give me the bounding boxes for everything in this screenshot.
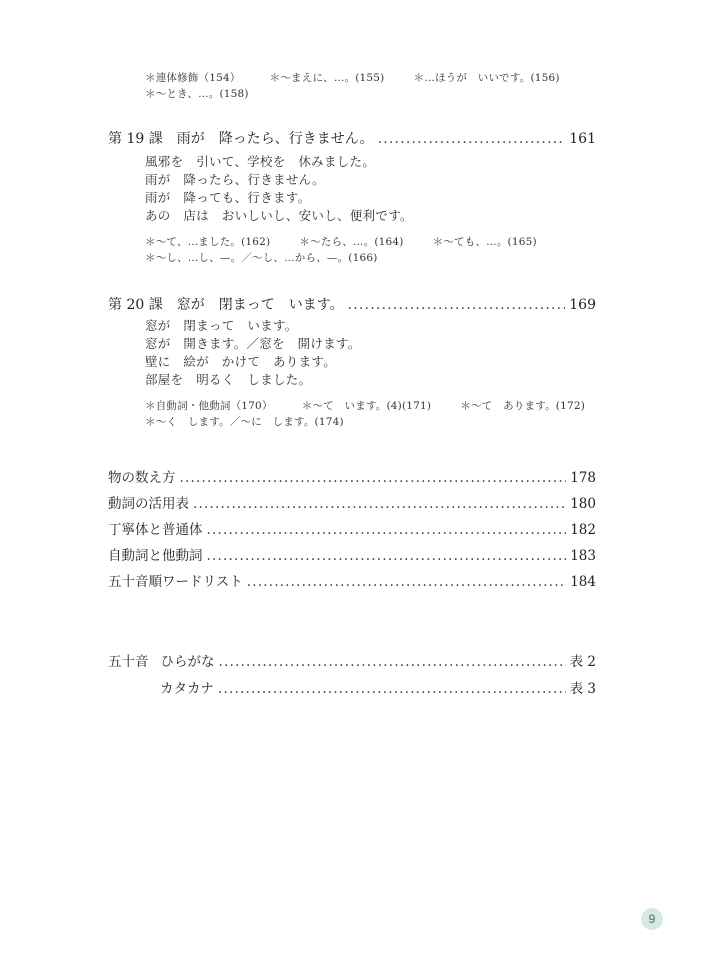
toc-entry-katakana[interactable] — [160, 677, 596, 697]
grammar-note-line — [145, 70, 560, 85]
toc-entry-appendix[interactable] — [108, 544, 596, 564]
appendix-title: 物の数え方 — [108, 470, 176, 486]
dot-leader — [180, 470, 567, 486]
page-ref: 161 — [569, 131, 596, 147]
dot-leader — [247, 574, 566, 590]
example-sentence: 風邪を 引いて、学校を 休みました。 — [145, 154, 376, 169]
lesson-title: 第 19 課 雨が 降ったら、行きません。 — [108, 131, 374, 147]
grammar-note: ＊〜て います。(4)(171) — [301, 400, 432, 412]
grammar-note-line — [145, 414, 344, 429]
grammar-note-line — [145, 398, 585, 413]
kana-heading: 五十音 — [108, 654, 149, 670]
grammar-note: ＊〜まえに、…。(155) — [269, 72, 385, 84]
toc-entry-hiragana[interactable] — [108, 650, 596, 670]
dot-leader — [207, 522, 567, 538]
appendix-title: 動詞の活用表 — [108, 496, 189, 512]
toc-entry-appendix[interactable] — [108, 492, 596, 512]
page-ref: 183 — [570, 548, 596, 564]
toc-entry-appendix[interactable] — [108, 466, 596, 486]
example-sentence: 壁に 絵が かけて あります。 — [145, 354, 337, 369]
dot-leader — [207, 548, 567, 564]
appendix-title: 丁寧体と普通体 — [108, 522, 203, 538]
hiragana-title: ひらがな — [160, 654, 215, 670]
page-ref: 表 3 — [569, 681, 596, 697]
page-ref: 表 2 — [569, 654, 596, 670]
page-ref: 182 — [570, 522, 596, 538]
dot-leader — [218, 681, 566, 697]
dot-leader — [378, 131, 566, 147]
toc-entry-appendix[interactable] — [108, 570, 596, 590]
grammar-note-line — [145, 86, 249, 101]
page-ref: 169 — [569, 297, 596, 313]
grammar-note: ＊連体修飾（154） — [145, 72, 241, 84]
toc-entry-appendix[interactable] — [108, 518, 596, 538]
toc-entry-lesson-20[interactable] — [108, 294, 596, 314]
example-sentence: あの 店は おいしいし、安いし、便利です。 — [145, 208, 413, 223]
grammar-note-line — [145, 234, 537, 249]
lesson-title: 第 20 課 窓が 閉まって います。 — [108, 297, 344, 313]
katakana-title: カタカナ — [160, 681, 214, 697]
example-sentence: 部屋を 明るく しました。 — [145, 372, 312, 387]
dot-leader — [348, 297, 566, 313]
grammar-note: ＊〜とき、…。(158) — [145, 88, 249, 100]
toc-entry-lesson-19[interactable] — [108, 128, 596, 148]
appendix-title: 自動詞と他動詞 — [108, 548, 203, 564]
dot-leader — [193, 496, 566, 512]
page-ref: 180 — [570, 496, 596, 512]
grammar-note-line — [145, 250, 378, 265]
grammar-note: ＊〜て、…ました。(162) — [145, 236, 271, 248]
dot-leader — [219, 654, 566, 670]
grammar-note: ＊〜ても、…。(165) — [432, 236, 537, 248]
example-sentence: 雨が 降ったら、行きません。 — [145, 172, 325, 187]
example-sentence: 窓が 開きます。／窓を 開けます。 — [145, 336, 361, 351]
grammar-note: ＊〜たら、…。(164) — [299, 236, 404, 248]
grammar-note: ＊〜く します。／〜に します。(174) — [145, 416, 344, 428]
example-sentence: 窓が 閉まって います。 — [145, 318, 298, 333]
appendix-title: 五十音順ワードリスト — [108, 574, 243, 590]
grammar-note: ＊…ほうが いいです。(156) — [413, 72, 560, 84]
page-ref: 178 — [570, 470, 596, 486]
grammar-note: ＊〜し、…し、—。／〜し、…から、—。(166) — [145, 252, 378, 264]
page-number-badge: 9 — [641, 908, 663, 930]
grammar-note: ＊自動詞・他動詞（170） — [145, 400, 273, 412]
example-sentence: 雨が 降っても、行きます。 — [145, 190, 311, 205]
grammar-note: ＊〜て あります。(172) — [460, 400, 586, 412]
page-ref: 184 — [570, 574, 596, 590]
